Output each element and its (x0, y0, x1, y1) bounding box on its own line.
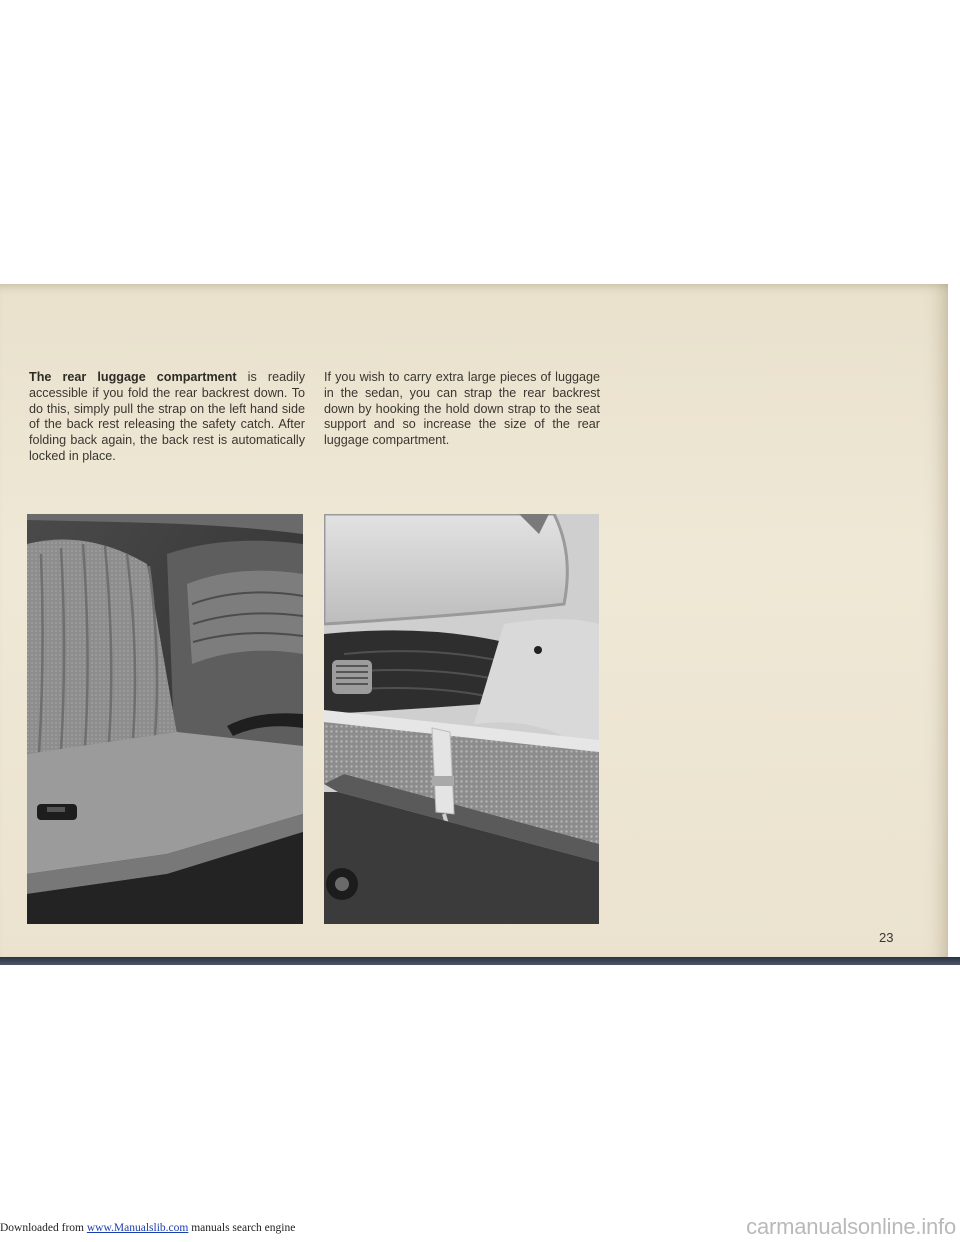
left-paragraph: is readily accessible if you fold the rear backrest down. To do this, simply pull the strap on the left hand side of the back rest releasing the safety catch. After folding back again, the back rest is automatically locked in place. (29, 370, 305, 463)
footer-suffix: manuals search engine (188, 1222, 296, 1234)
page-number: 23 (879, 930, 894, 945)
manualslib-link[interactable]: www.Manualslib.com (86, 1222, 189, 1234)
page-edge-shadow (0, 957, 960, 965)
section-heading: The rear luggage compartment (29, 370, 237, 384)
rear-seat-photo (27, 514, 303, 924)
right-text-column (324, 370, 600, 449)
footer-prefix: Downloaded from (0, 1222, 87, 1234)
right-paragraph: If you wish to carry extra large pieces of luggage in the sedan, you can strap the rear backrest down by hooking the hold down strap to the seat support and so increase the size of the rear luggage compartment. (324, 370, 600, 448)
folded-backrest-photo (324, 514, 599, 924)
download-footer (0, 1222, 295, 1242)
left-text-column (29, 370, 305, 465)
watermark: carmanualsonline.info (746, 1214, 956, 1239)
